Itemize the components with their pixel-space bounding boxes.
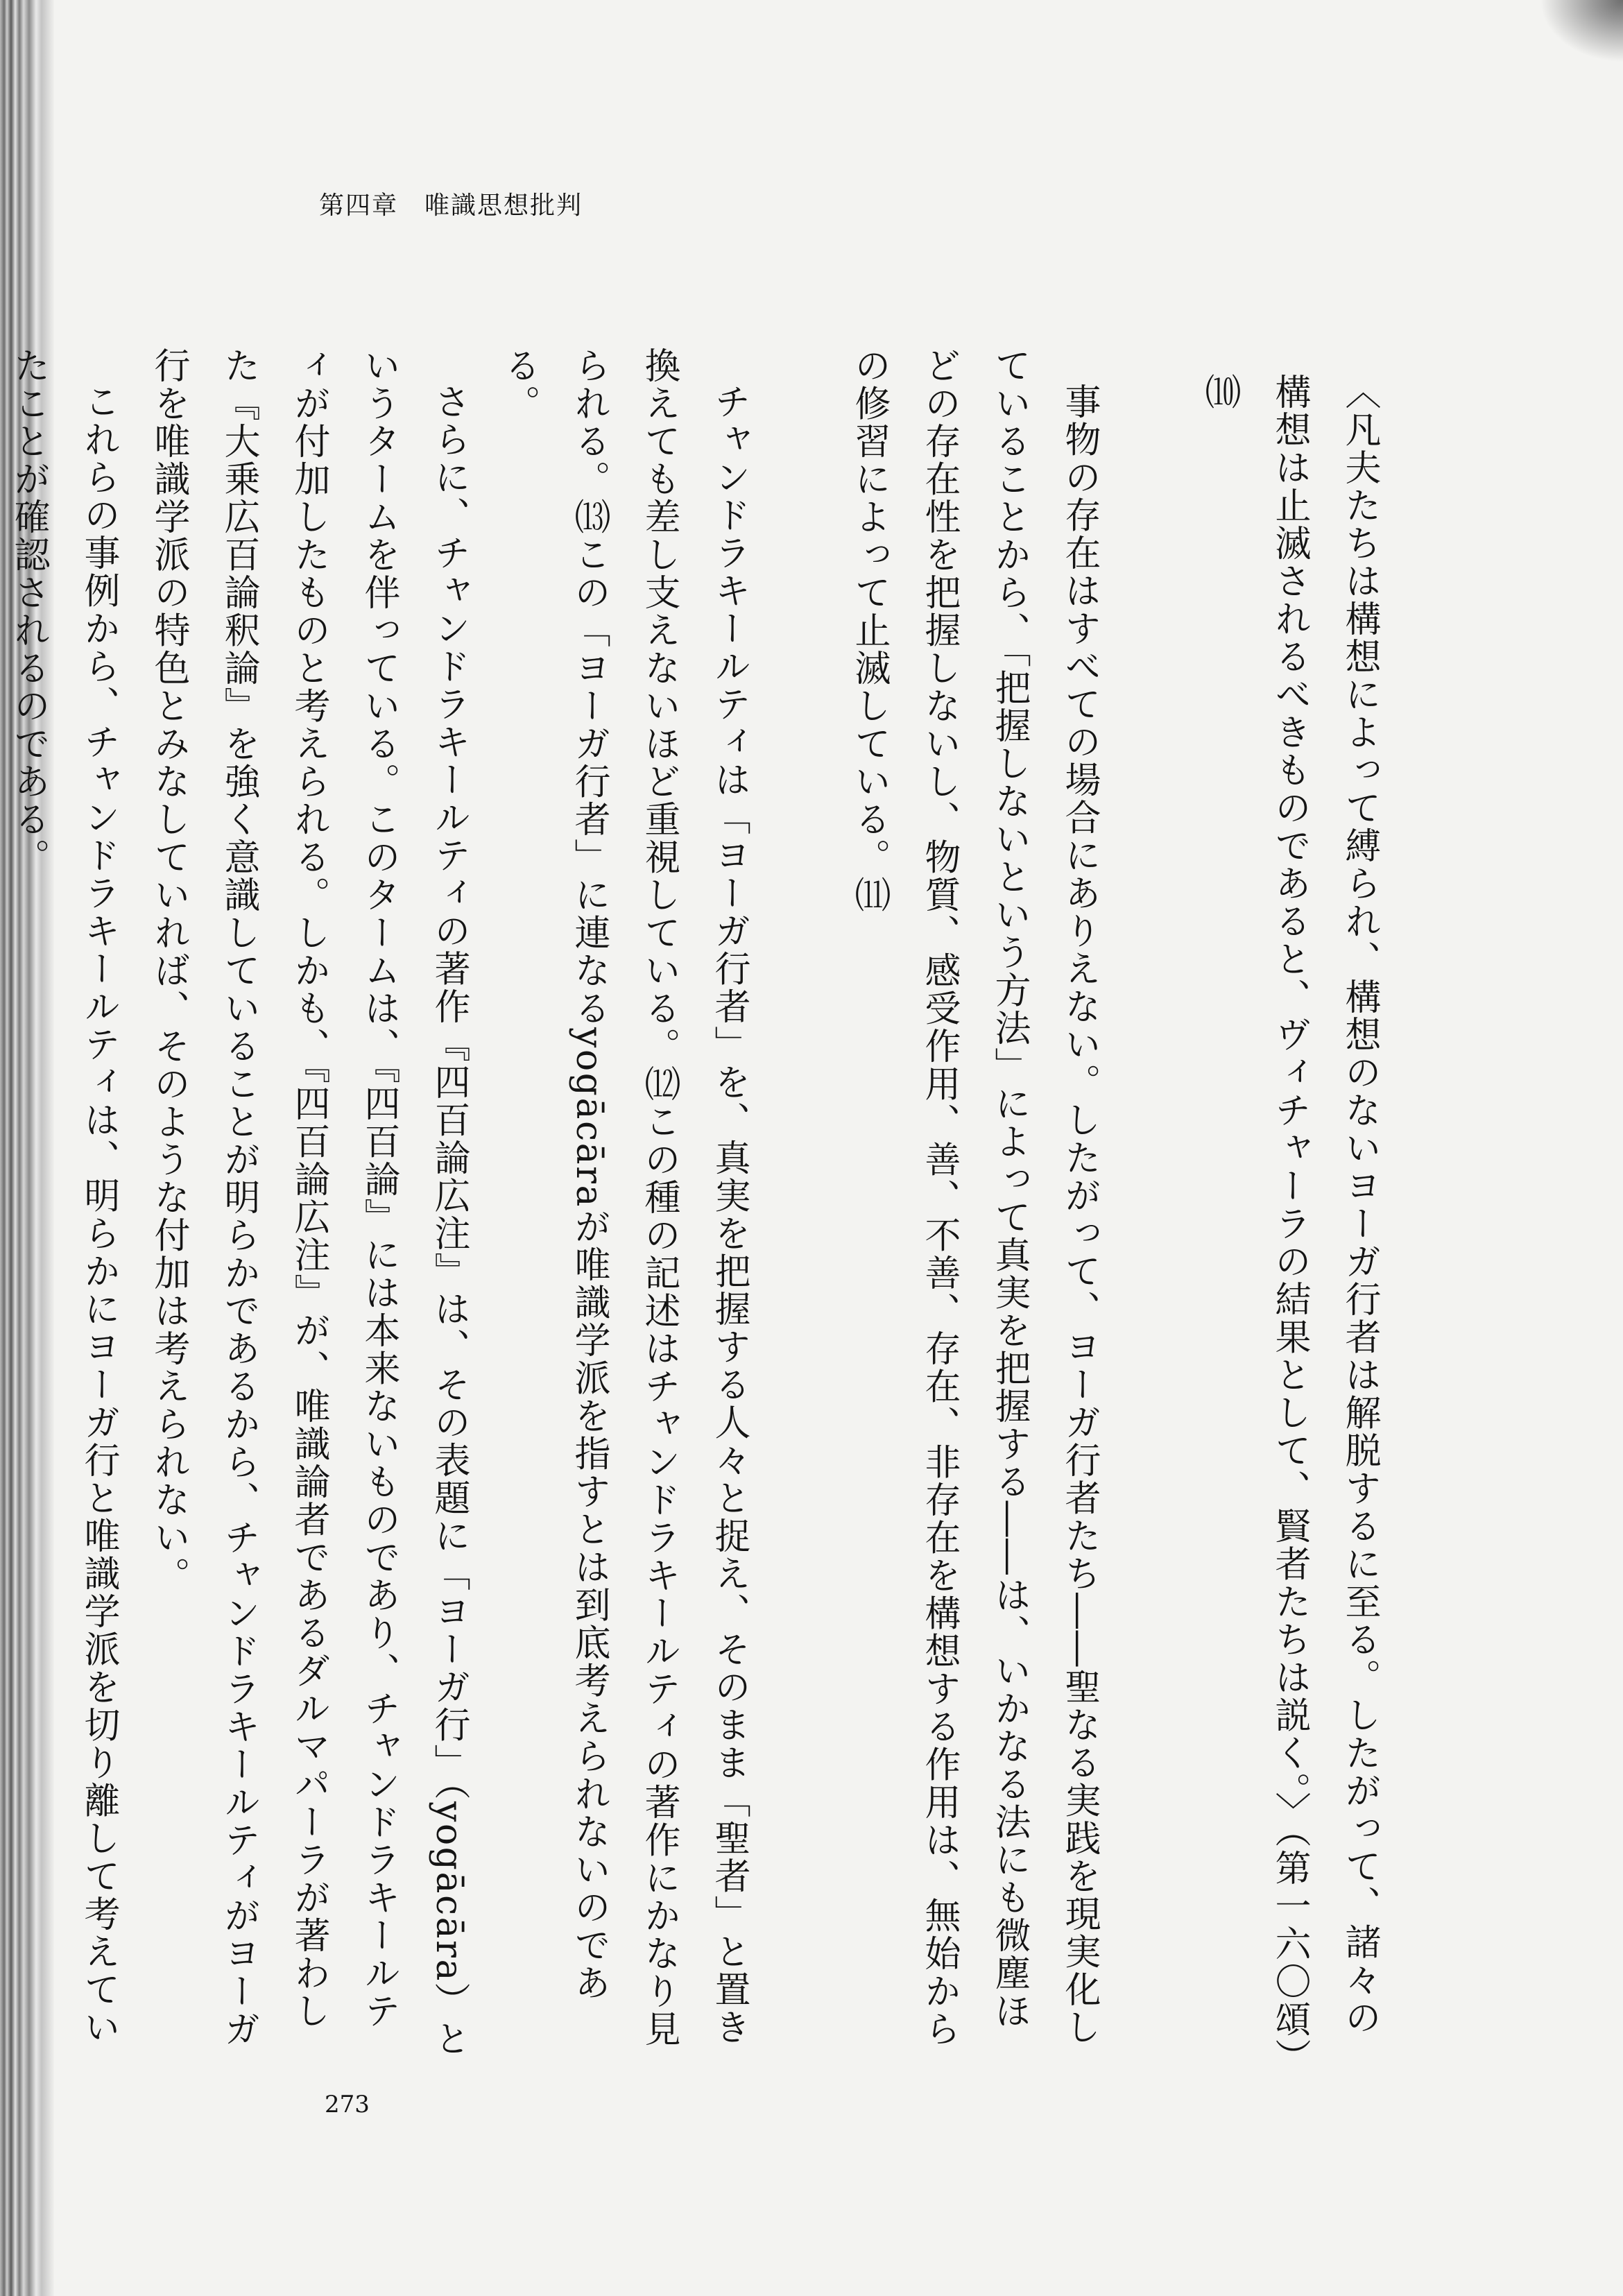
column-gap <box>764 347 834 2067</box>
paragraph-4: これらの事例から、チャンドラキールティは、明らかにヨーガ行と唯識学派を切り離して考えていたことが確認されるのである。 <box>8 347 119 2046</box>
column-gap <box>1114 347 1184 2067</box>
paragraph-2: チャンドラキールティは「ヨーガ行者」を、真実を把握する人々と捉え、そのまま「聖者」と置き換えても差し支えないほど重視している。⑿この種の記述はチャンドラキールティの著作にかなり見られる。⒀この「ヨーガ行者」に連なるyogācāraが唯識学派を指すとは到底考えられないのである。 <box>498 347 750 2048</box>
paragraph-1: 事物の存在はすべての場合にありえない。したがって、ヨーガ行者たち――聖なる実践を現実化していることから、「把握しないという方法」によって真実を把握する――は、いかなる法にも微塵ほどの存在性を把握しないし、物質、感受作用、善、不善、存在、非存在を構想する作用は、無始からの修習によって止滅している。⑾ <box>848 347 1100 2048</box>
paragraph-3: さらに、チャンドラキールティの著作『四百論広注』は、その表題に「ヨーガ行」（yogācāra）というタームを伴っている。このタームは、『四百論』には本来ないものであり、チャンドラキールティが付加したものと考えられる。しかも、『四百論広注』が、唯識論者であるダルマパーラが著わした『大乗広百論釈論』を強く意識していることが明らかであるから、チャンドラキールティがヨーガ行を唯識学派の特色とみなしていれば、そのような付加は考えられない。 <box>148 347 470 2058</box>
page-number: 273 <box>325 2091 370 2118</box>
quoted-verse: 〈凡夫たちは構想によって縛られ、構想のないヨーガ行者は解脱するに至る。したがって、諸々の構想は止滅されるべきものであると、ヴィチャーラの結果として、賢者たちは説く。〉（第一六〇頌）⑽ <box>1199 373 1380 2058</box>
body-text <box>0 347 1394 2067</box>
running-head: 第四章 唯識思想批判 <box>319 191 583 220</box>
scan-corner-smudge <box>1540 0 1623 62</box>
